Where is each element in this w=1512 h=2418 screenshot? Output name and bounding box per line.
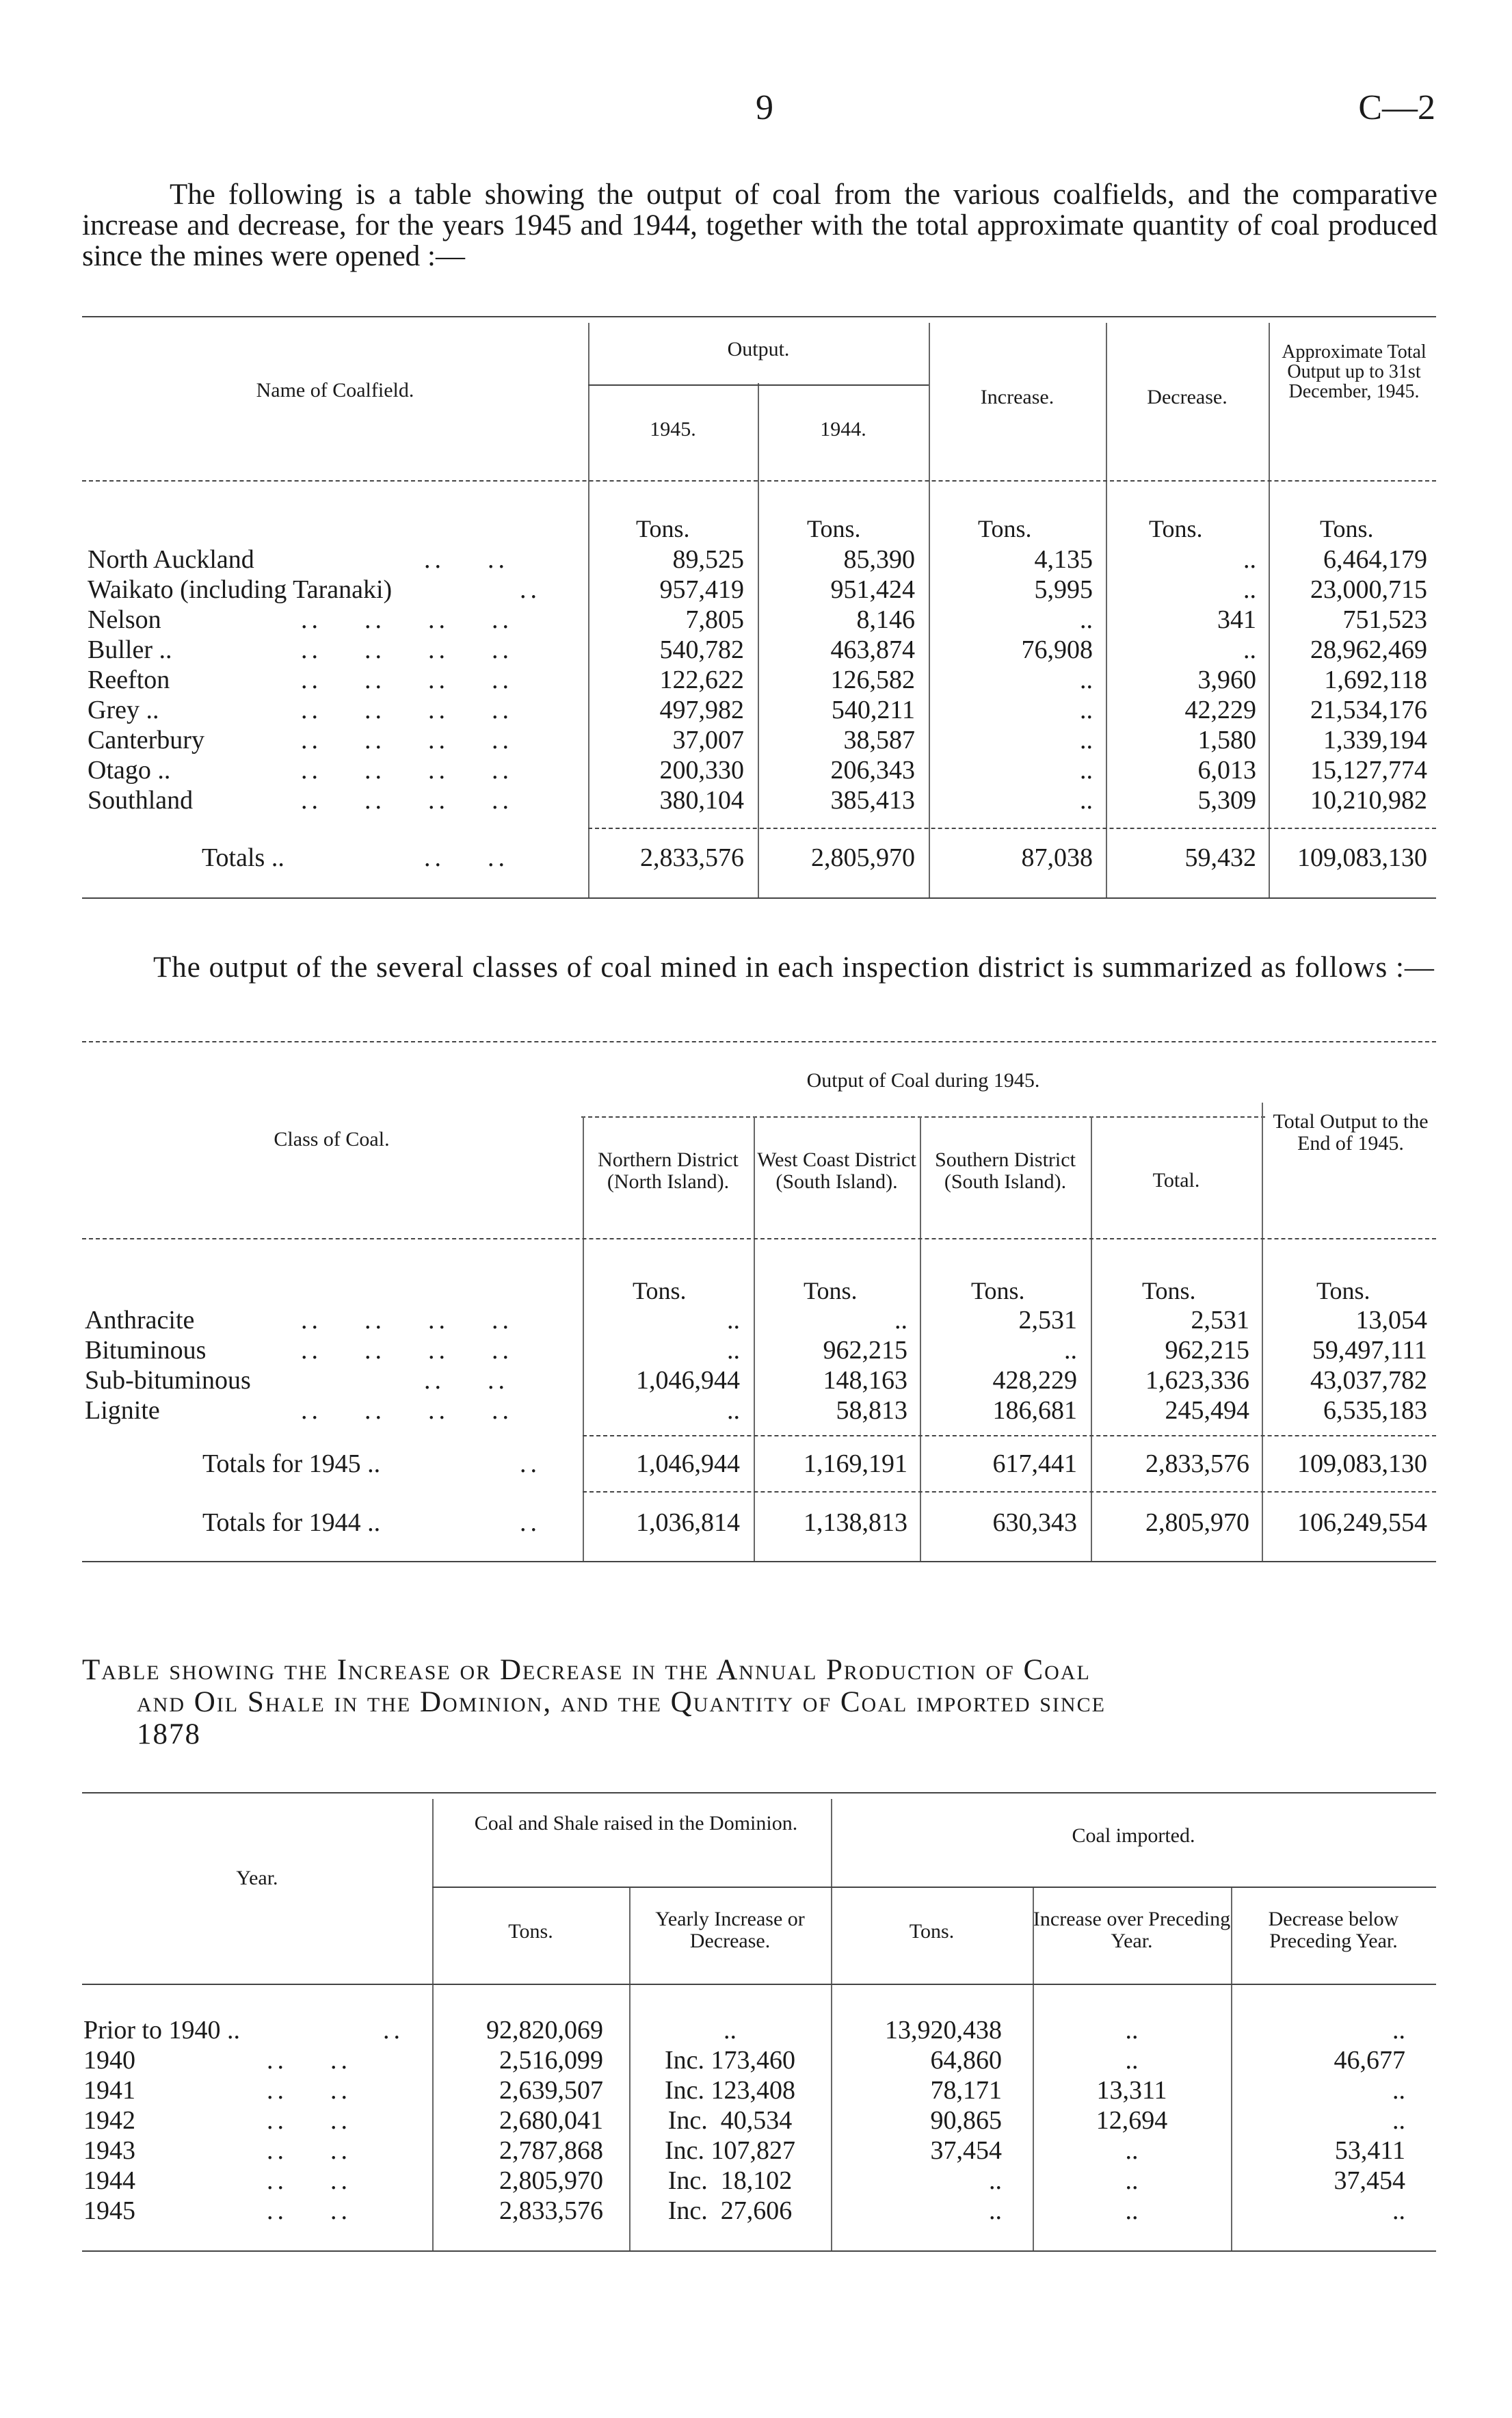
approx-total-value: 6,464,179 — [1323, 545, 1427, 574]
table2-header-end-total: Total Output to the End of 1945. — [1273, 1110, 1429, 1155]
southern-value: 428,229 — [992, 1366, 1077, 1395]
coalfield-name: North Auckland — [88, 545, 254, 574]
table2-header-class: Class of Coal. — [274, 1128, 390, 1151]
table2-totals-rule — [583, 1435, 1436, 1436]
class-total-value: 245,494 — [1165, 1396, 1249, 1425]
coal-class-name: Anthracite — [85, 1306, 195, 1335]
totals-1944-westcoast: 1,138,813 — [804, 1508, 907, 1537]
coalfield-name: Nelson — [88, 605, 161, 634]
document-reference: C—2 — [1358, 88, 1435, 127]
leader-dots: .. .. .. .. — [301, 786, 513, 815]
raised-tons: 2,805,970 — [499, 2166, 603, 2195]
table2-bottom-rule — [82, 1561, 1436, 1562]
approx-total-value: 10,210,982 — [1310, 786, 1427, 815]
coalfield-name: Grey .. — [88, 696, 159, 724]
table3-header-decrease-below: Decrease below Preceding Year. — [1268, 1908, 1399, 1952]
raised-tons: 2,639,507 — [499, 2076, 603, 2105]
approx-total-value: 23,000,715 — [1310, 575, 1427, 604]
output-1944: 8,146 — [856, 605, 915, 634]
coalfield-name: Southland — [88, 786, 194, 815]
table2-top-rule — [82, 1041, 1436, 1042]
output-1945: 122,622 — [659, 666, 744, 694]
increase-over: .. — [1125, 2016, 1139, 2045]
decrease-value: 42,229 — [1184, 696, 1256, 724]
table3-header-year: Year. — [236, 1867, 278, 1889]
output-1945: 380,104 — [659, 786, 744, 815]
leader-dots: .. .. — [267, 2076, 352, 2105]
leader-dots: .. .. — [424, 545, 509, 574]
output-1944: 385,413 — [830, 786, 915, 815]
table2-totals-rule — [583, 1491, 1436, 1493]
total-1945: 2,833,576 — [640, 843, 744, 872]
increase-value: .. — [1080, 696, 1093, 724]
table1-output-underline — [588, 384, 929, 386]
output-1944: 126,582 — [830, 666, 915, 694]
table3-header-rule — [82, 1984, 1436, 1985]
output-1944: 206,343 — [830, 756, 915, 785]
table1-header-rule — [82, 480, 1436, 482]
units-label: Tons. — [636, 515, 690, 542]
year-label: 1941 — [83, 2076, 135, 2105]
westcoast-value: 58,813 — [836, 1396, 907, 1425]
class-total-value: 962,215 — [1165, 1336, 1249, 1365]
decrease-below: 53,411 — [1334, 2136, 1405, 2165]
decrease-value: 1,580 — [1197, 726, 1256, 754]
westcoast-value: 148,163 — [823, 1366, 907, 1395]
increase-value: 4,135 — [1034, 545, 1093, 574]
coal-class-name: Lignite — [85, 1396, 160, 1425]
units-label: Tons. — [1149, 515, 1203, 542]
leader-dots: .. .. — [267, 2196, 352, 2225]
increase-over: .. — [1125, 2196, 1139, 2225]
table2-header-southern: Southern District (South Island). — [935, 1148, 1076, 1193]
southern-value: .. — [1064, 1336, 1077, 1365]
leader-dots: .. .. — [267, 2106, 352, 2135]
raised-tons: 2,833,576 — [499, 2196, 603, 2225]
imported-tons: 37,454 — [930, 2136, 1002, 2165]
units-label: Tons. — [633, 1277, 687, 1304]
units-label: Tons. — [804, 1277, 858, 1304]
output-1944: 540,211 — [831, 696, 915, 724]
yearly-change: Inc. 40,534 — [667, 2106, 793, 2135]
increase-over: .. — [1125, 2166, 1139, 2195]
yearly-change: Inc. 18,102 — [667, 2166, 793, 2195]
units-label: Tons. — [971, 1277, 1025, 1304]
table2-header-rule — [82, 1238, 1436, 1239]
table1-header-output: Output. — [727, 338, 790, 360]
approx-total-value: 751,523 — [1342, 605, 1427, 634]
table2-output-underline — [581, 1116, 1265, 1118]
class-total-value: 2,531 — [1191, 1306, 1249, 1335]
coalfield-name: Buller .. — [88, 635, 172, 664]
decrease-below: .. — [1392, 2076, 1405, 2105]
northern-value: .. — [727, 1306, 740, 1335]
intro-paragraph-1: The following is a table showing the output of coal from the various coalfields, and the comparative increase and decrease, for the years 1945 and 1944, together with the total approximate quantity of coal produced since the mines were opened :— — [82, 179, 1437, 272]
westcoast-value: 962,215 — [823, 1336, 907, 1365]
approx-total-value: 21,534,176 — [1310, 696, 1427, 724]
table1-header-1945: 1945. — [650, 418, 696, 441]
yearly-change: Inc. 173,460 — [664, 2046, 796, 2075]
increase-over: .. — [1125, 2136, 1139, 2165]
total-1944: 2,805,970 — [811, 843, 915, 872]
end-total-value: 13,054 — [1355, 1306, 1427, 1335]
year-label: 1943 — [83, 2136, 135, 2165]
table3-bottom-rule — [82, 2250, 1436, 2252]
table3-header-tons: Tons. — [508, 1920, 553, 1943]
output-1945: 957,419 — [659, 575, 744, 604]
increase-over: .. — [1125, 2046, 1139, 2075]
year-label: 1944 — [83, 2166, 135, 2195]
end-total-value: 43,037,782 — [1310, 1366, 1427, 1395]
leader-dots: .. .. .. .. — [301, 1336, 513, 1365]
leader-dots: .. .. .. .. — [301, 756, 513, 785]
table1-header-approx-total: Approximate Total Output up to 31st December, 1945. — [1282, 341, 1427, 402]
yearly-change: .. — [724, 2016, 737, 2045]
coal-class-name: Bituminous — [85, 1336, 207, 1365]
table3-header-raised: Coal and Shale raised in the Dominion. — [474, 1812, 798, 1835]
total-approx: 109,083,130 — [1297, 843, 1427, 872]
total-increase: 87,038 — [1021, 843, 1093, 872]
year-label: Prior to 1940 .. — [83, 2016, 241, 2045]
approx-total-value: 15,127,774 — [1310, 756, 1427, 785]
class-total-value: 1,623,336 — [1145, 1366, 1249, 1395]
year-label: 1945 — [83, 2196, 135, 2225]
yearly-change: Inc. 107,827 — [664, 2136, 796, 2165]
table3-header-yearly: Yearly Increase or Decrease. — [655, 1908, 805, 1952]
raised-tons: 92,820,069 — [486, 2016, 603, 2045]
totals-1944-total: 2,805,970 — [1145, 1508, 1249, 1537]
increase-value: 5,995 — [1034, 575, 1093, 604]
leader-dots: .. .. .. .. — [301, 726, 513, 754]
totals-1944-southern: 630,343 — [992, 1508, 1077, 1537]
output-1945: 37,007 — [672, 726, 744, 754]
approx-total-value: 1,339,194 — [1323, 726, 1427, 754]
leader-dots: .. .. .. .. — [301, 696, 513, 724]
imported-tons: .. — [989, 2196, 1002, 2225]
leader-dots: .. .. — [267, 2136, 352, 2165]
increase-value: .. — [1080, 666, 1093, 694]
raised-tons: 2,787,868 — [499, 2136, 603, 2165]
leader-dots: .. .. — [424, 843, 509, 872]
end-total-value: 6,535,183 — [1323, 1396, 1427, 1425]
leader-dots: .. — [520, 1449, 541, 1478]
table3-header-increase-over: Increase over Preceding Year. — [1033, 1908, 1231, 1952]
table3-title-line: and Oil Shale in the Dominion, and the Quantity of Coal imported since — [137, 1686, 1106, 1718]
decrease-value: .. — [1243, 575, 1256, 604]
imported-tons: 64,860 — [930, 2046, 1002, 2075]
table2-header-output: Output of Coal during 1945. — [806, 1069, 1040, 1092]
coalfield-name: Waikato (including Taranaki) — [88, 575, 393, 604]
table2-header-total: Total. — [1152, 1169, 1200, 1192]
approx-total-value: 28,962,469 — [1310, 635, 1427, 664]
increase-value: .. — [1080, 605, 1093, 634]
output-1945: 89,525 — [672, 545, 744, 574]
imported-tons: 90,865 — [930, 2106, 1002, 2135]
table3-header-imported: Coal imported. — [1072, 1824, 1195, 1847]
imported-tons: 78,171 — [930, 2076, 1002, 2105]
output-1944: 85,390 — [843, 545, 915, 574]
increase-value: .. — [1080, 786, 1093, 815]
northern-value: 1,046,944 — [636, 1366, 740, 1395]
decrease-below: 46,677 — [1334, 2046, 1405, 2075]
output-1945: 200,330 — [659, 756, 744, 785]
end-total-value: 59,497,111 — [1312, 1336, 1427, 1365]
year-label: 1940 — [83, 2046, 135, 2075]
leader-dots: .. — [520, 1508, 541, 1537]
table3-subheader-rule — [432, 1887, 1436, 1888]
table1-top-rule — [82, 316, 1436, 317]
decrease-value: 6,013 — [1197, 756, 1256, 785]
coalfield-name: Otago .. — [88, 756, 171, 785]
totals-1945-total: 2,833,576 — [1145, 1449, 1249, 1478]
table1-bottom-rule — [82, 897, 1436, 899]
totals-1945-westcoast: 1,169,191 — [804, 1449, 907, 1478]
decrease-value: 3,960 — [1197, 666, 1256, 694]
units-label: Tons. — [978, 515, 1032, 542]
decrease-below: .. — [1392, 2196, 1405, 2225]
table1-header-1944: 1944. — [820, 418, 866, 441]
units-label: Tons. — [1142, 1277, 1196, 1304]
westcoast-value: .. — [894, 1306, 907, 1335]
total-decrease: 59,432 — [1184, 843, 1256, 872]
increase-over: 12,694 — [1096, 2106, 1168, 2135]
decrease-below: 37,454 — [1334, 2166, 1405, 2195]
leader-dots: .. .. .. .. — [301, 605, 513, 634]
decrease-value: 5,309 — [1197, 786, 1256, 815]
leader-dots: .. — [383, 2016, 404, 2045]
raised-tons: 2,516,099 — [499, 2046, 603, 2075]
yearly-change: Inc. 27,606 — [667, 2196, 793, 2225]
table3-title-line: 1878 — [137, 1718, 201, 1750]
table1-totals-rule — [588, 828, 1436, 829]
yearly-change: Inc. 123,408 — [664, 2076, 796, 2105]
output-1944: 38,587 — [843, 726, 915, 754]
northern-value: .. — [727, 1396, 740, 1425]
increase-value: .. — [1080, 726, 1093, 754]
year-label: 1942 — [83, 2106, 135, 2135]
units-label: Tons. — [1320, 515, 1374, 542]
table2-header-northern: Northern District (North Island). — [598, 1148, 739, 1193]
increase-over: 13,311 — [1096, 2076, 1167, 2105]
totals-1945-northern: 1,046,944 — [636, 1449, 740, 1478]
table3-title-line: Table showing the Increase or Decrease in the Annual Production of Coal — [82, 1654, 1091, 1686]
leader-dots: .. .. — [424, 1366, 509, 1395]
totals-1945-end: 109,083,130 — [1297, 1449, 1427, 1478]
coal-class-name: Sub-bituminous — [85, 1366, 251, 1395]
table3-header-imported-tons: Tons. — [909, 1920, 955, 1943]
table1-header-decrease: Decrease. — [1147, 386, 1228, 408]
decrease-below: .. — [1392, 2016, 1405, 2045]
units-label: Tons. — [1316, 1277, 1370, 1304]
totals-1944-end: 106,249,554 — [1297, 1508, 1427, 1537]
imported-tons: 13,920,438 — [885, 2016, 1002, 2045]
output-1945: 497,982 — [659, 696, 744, 724]
table3-title — [82, 1654, 1437, 1750]
totals-label: Totals .. — [202, 843, 284, 872]
output-1944: 463,874 — [830, 635, 915, 664]
table2-header-westcoast: West Coast District (South Island). — [757, 1148, 916, 1193]
output-1945: 540,782 — [659, 635, 744, 664]
table1-header-name: Name of Coalfield. — [256, 379, 414, 402]
imported-tons: .. — [989, 2166, 1002, 2195]
leader-dots: .. — [520, 575, 541, 604]
leader-dots: .. .. .. .. — [301, 666, 513, 694]
leader-dots: .. .. .. .. — [301, 1396, 513, 1425]
totals-1944-label: Totals for 1944 .. — [202, 1508, 381, 1537]
table1-header-increase: Increase. — [980, 386, 1055, 408]
coalfield-name: Reefton — [88, 666, 170, 694]
decrease-value: .. — [1243, 635, 1256, 664]
increase-value: .. — [1080, 756, 1093, 785]
totals-1944-northern: 1,036,814 — [636, 1508, 740, 1537]
page-number: 9 — [756, 88, 773, 127]
decrease-value: .. — [1243, 545, 1256, 574]
intro-paragraph-2: The output of the several classes of coal mined in each inspection district is summarized as follows :— — [153, 951, 1435, 984]
decrease-value: 341 — [1217, 605, 1256, 634]
raised-tons: 2,680,041 — [499, 2106, 603, 2135]
totals-1945-southern: 617,441 — [992, 1449, 1077, 1478]
leader-dots: .. .. — [267, 2046, 352, 2075]
totals-1945-label: Totals for 1945 .. — [202, 1449, 381, 1478]
southern-value: 186,681 — [992, 1396, 1077, 1425]
leader-dots: .. .. .. .. — [301, 1306, 513, 1335]
southern-value: 2,531 — [1018, 1306, 1077, 1335]
leader-dots: .. .. .. .. — [301, 635, 513, 664]
output-1945: 7,805 — [685, 605, 744, 634]
approx-total-value: 1,692,118 — [1324, 666, 1427, 694]
decrease-below: .. — [1392, 2106, 1405, 2135]
output-1944: 951,424 — [830, 575, 915, 604]
table3-top-rule — [82, 1792, 1436, 1793]
northern-value: .. — [727, 1336, 740, 1365]
leader-dots: .. .. — [267, 2166, 352, 2195]
units-label: Tons. — [807, 515, 861, 542]
increase-value: 76,908 — [1021, 635, 1093, 664]
coalfield-name: Canterbury — [88, 726, 204, 754]
